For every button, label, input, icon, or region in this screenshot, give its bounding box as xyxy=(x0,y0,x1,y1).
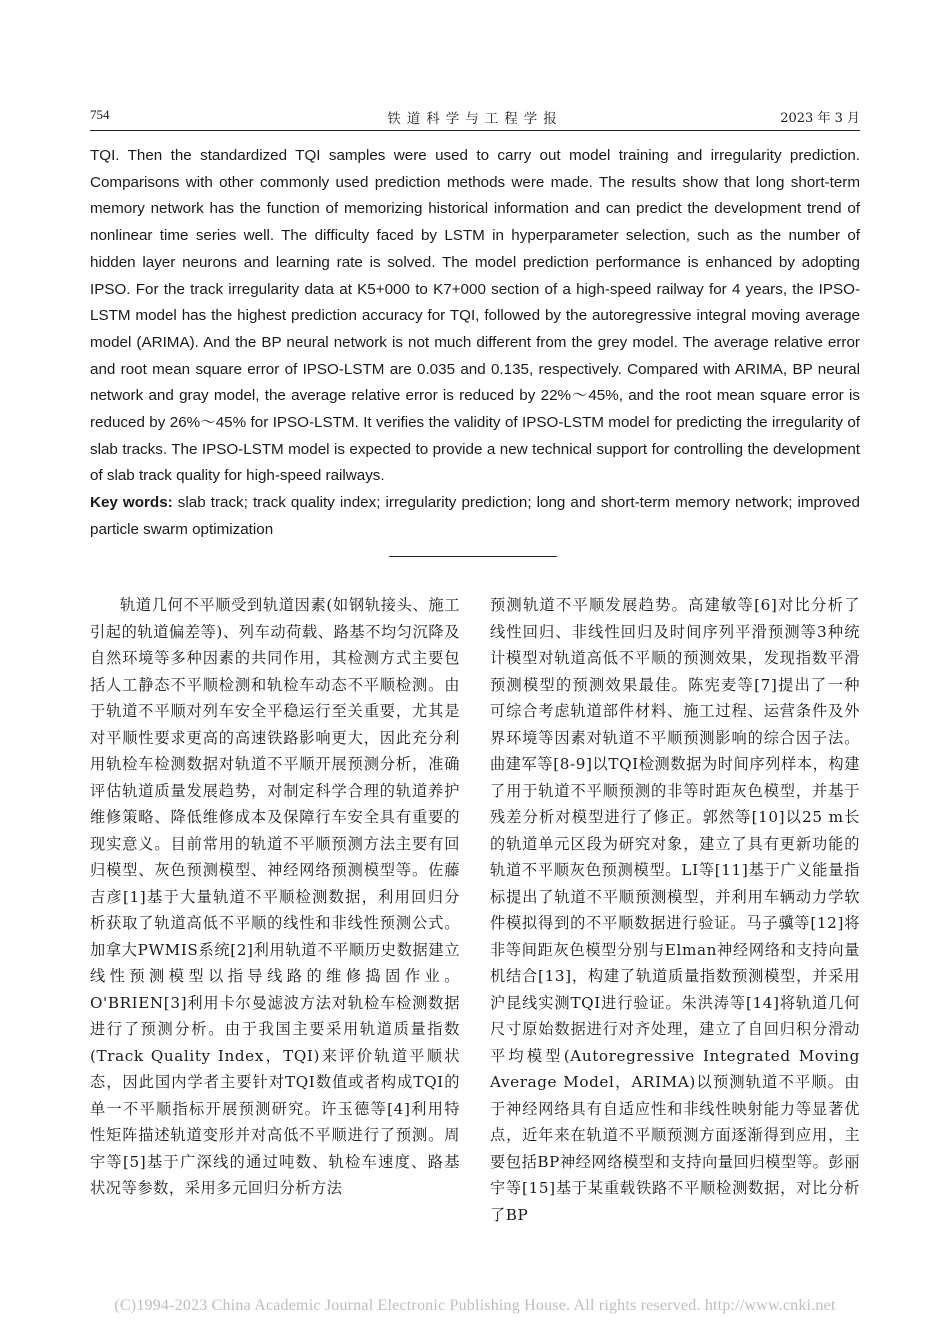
left-column-text: 轨道几何不平顺受到轨道因素(如钢轨接头、施工引起的轨道偏差等)、列车动荷载、路基不均匀沉降及自然环境等多种因素的共同作用，其检测方式主要包括人工静态不平顺检测和轨检车动态不平顺检测。由于轨道不平顺对列车安全平稳运行至关重要，尤其是对平顺性要求更高的高速铁路影响更大，因此充分利用轨检车检测数据对轨道不平顺开展预测分析，准确评估轨道质量发展趋势，对制定科学合理的轨道养护维修策略、降低维修成本及保障行车安全具有重要的现实意义。目前常用的轨道不平顺预测方法主要有回归模型、灰色预测模型、神经网络预测模型等。佐藤吉彦[1]基于大量轨道不平顺检测数据，利用回归分析获取了轨道高低不平顺的线性和非线性预测公式。加拿大PWMIS系统[2]利用轨道不平顺历史数据建立线性预测模型以指导线路的维修捣固作业。O'BRIEN[3]利用卡尔曼滤波方法对轨检车检测数据进行了预测分析。由于我国主要采用轨道质量指数(Track Quality Index，TQI)来评价轨道平顺状态，因此国内学者主要针对TQI数值或者构成TQI的单一不平顺指标开展预测研究。许玉德等[4]利用特性矩阵描述轨道变形并对高低不平顺进行了预测。周宇等[5]基于广深线的通过吨数、轨检车速度、路基状况等参数，采用多元回归分析方法 xyxy=(90,596,460,1197)
keywords xyxy=(90,490,860,543)
journal-title: 铁道科学与工程学报 xyxy=(387,111,563,127)
issue-date: 2023 年 3 月 xyxy=(780,111,860,126)
abstract-text: TQI. Then the standardized TQI samples were used to carry out model training and irregularity prediction. Comparisons with other commonly used prediction methods were made. The results show that long short-term memory network has the function of memorizing historical information and can predict the development trend of nonlinear time series well. The difficulty faced by LSTM in hyperparameter selection, such as the number of hidden layer neurons and learning rate is solved. The model prediction performance is enhanced by adopting IPSO. For the track irregularity data at K5+000 to K7+000 section of a high-speed railway for 4 years, the IPSO-LSTM model has the highest prediction accuracy for TQI, followed by the autoregressive integral moving average model (ARIMA). And the BP neural network is not much different from the grey model. The average relative error and root mean square error of IPSO-LSTM are 0.035 and 0.135, respectively. Compared with ARIMA, BP neural network and gray model, the average relative error is reduced by 22%～45%, and the root mean square error is reduced by 26%～45% for IPSO-LSTM. It verifies the validity of IPSO-LSTM model for predicting the irregularity of slab tracks. The IPSO-LSTM model is expected to provide a new technical support for controlling the development of slab track quality for high-speed railways. xyxy=(90,147,860,485)
page-number: 754 xyxy=(90,107,110,122)
keywords-text: slab track; track quality index; irregularity prediction; long and short-term memory network; improved particle swarm optimization xyxy=(90,494,860,538)
body-right-column xyxy=(490,592,860,1228)
running-header xyxy=(90,107,860,129)
keywords-label: Key words: xyxy=(90,494,173,512)
header-rule xyxy=(90,130,860,131)
body-left-column xyxy=(90,592,460,1202)
copyright-footer: (C)1994-2023 China Academic Journal Electronic Publishing House. All rights reserved. http://www.cnki.net xyxy=(114,1297,836,1314)
abstract-section xyxy=(90,143,860,544)
right-column-text: 预测轨道不平顺发展趋势。高建敏等[6]对比分析了线性回归、非线性回归及时间序列平滑预测等3种统计模型对轨道高低不平顺的预测效果，发现指数平滑预测模型的预测效果最佳。陈宪麦等[7]提出了一种可综合考虑轨道部件材料、施工过程、运营条件及外界环境等因素对轨道不平顺预测影响的综合因子法。曲建军等[8-9]以TQI检测数据为时间序列样本，构建了用于轨道不平顺预测的非等时距灰色模型，并基于残差分析对模型进行了修正。郭然等[10]以25 m长的轨道单元区段为研究对象，建立了具有更新功能的轨道不平顺灰色预测模型。LI等[11]基于广义能量指标提出了轨道不平顺预测模型，并利用车辆动力学软件模拟得到的不平顺数据进行验证。马子骥等[12]将非等间距灰色模型分别与Elman神经网络和支持向量机结合[13]，构建了轨道质量指数预测模型，并采用沪昆线实测TQI进行验证。朱洪涛等[14]将轨道几何尺寸原始数据进行对齐处理，建立了自回归积分滑动平均模型(Autoregressive Integrated Moving Average Model，ARIMA)以预测轨道不平顺。由于神经网络具有自适应性和非线性映射能力等显著优点，近年来在轨道不平顺预测方面逐渐得到应用，主要包括BP神经网络模型和支持向量回归模型等。彭丽宇等[15]基于某重载铁路不平顺检测数据，对比分析了BP xyxy=(490,596,860,1224)
section-separator xyxy=(389,556,557,557)
